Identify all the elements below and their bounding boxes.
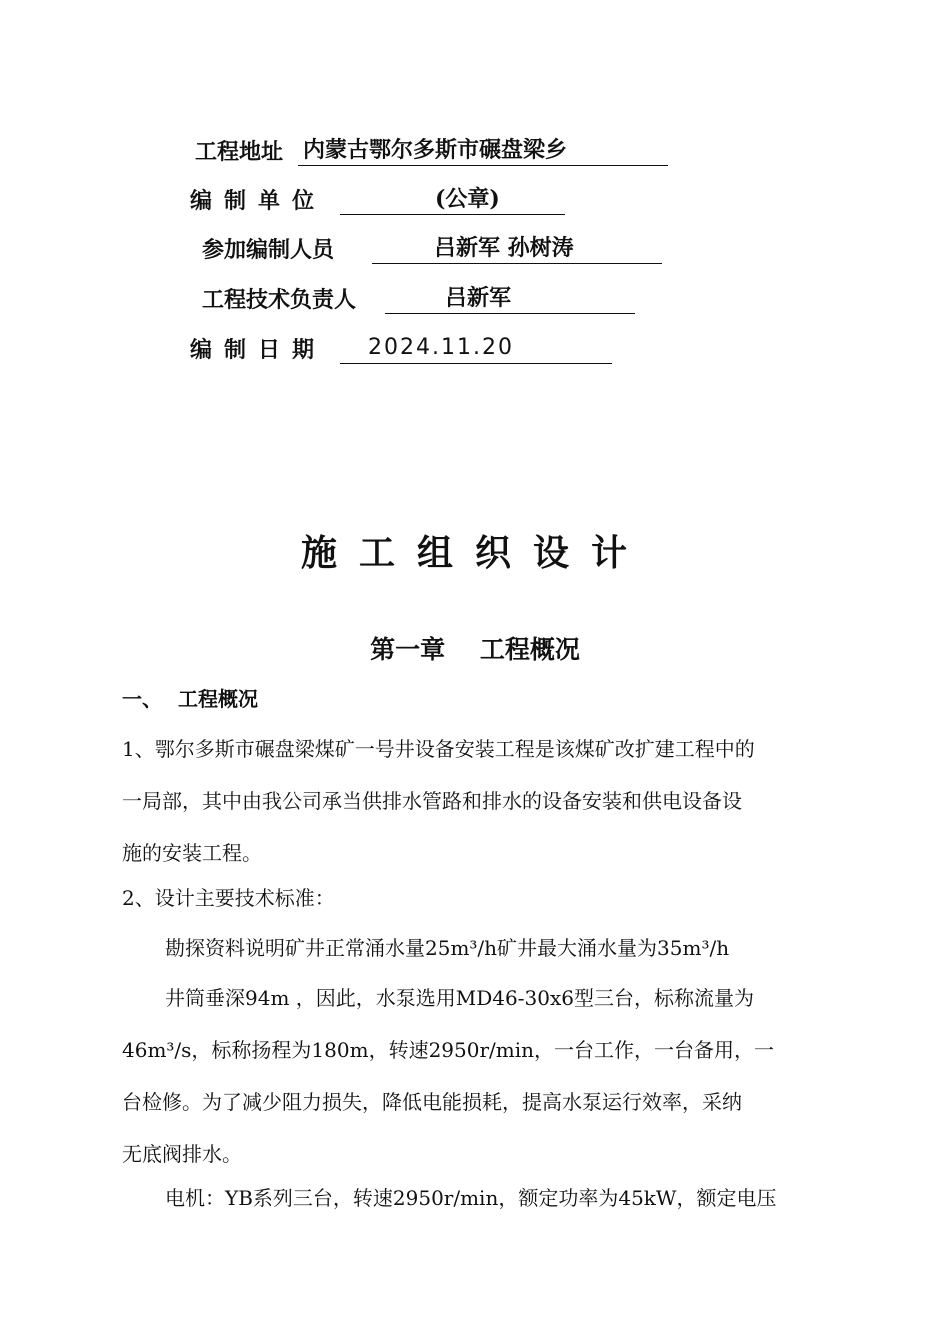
paragraph-1-line-1: 1、鄂尔多斯市碾盘梁煤矿一号井设备安装工程是该煤矿改扩建工程中的 [122, 737, 755, 761]
date-value: 2024.11.20 [368, 335, 514, 360]
paragraph-4-line-4: 无底阀排水。 [122, 1142, 242, 1166]
staff-underline [372, 233, 662, 264]
tech-underline [385, 283, 635, 314]
paragraph-4-line-1: 井筒垂深94m ，因此，水泵选用MD46-30ⅹ6型三台，标称流量为 [165, 986, 754, 1010]
address-value: 内蒙古鄂尔多斯市碾盘梁乡 [303, 137, 568, 163]
paragraph-3: 勘探资料说明矿井正常涌水量25m³/h矿井最大涌水量为35m³/h [165, 936, 730, 960]
address-underline [298, 135, 668, 166]
unit-value: (公章) [435, 186, 500, 212]
section-number: 一、 [122, 687, 162, 711]
section-heading [122, 683, 258, 715]
address-label: 工程地址 [195, 139, 284, 165]
date-underline [340, 333, 612, 364]
staff-label: 参加编制人员 [202, 237, 335, 263]
document-title: 施工组织设计 [300, 532, 649, 574]
unit-label: 编制单位 [190, 188, 327, 214]
paragraph-2: 2、设计主要技术标准： [122, 886, 335, 910]
section-title: 工程概况 [178, 687, 258, 711]
paragraph-1-line-2: 一局部，其中由我公司承当供排水管路和排水的设备安装和供电设备设 [122, 789, 742, 813]
tech-label: 工程技术负责人 [202, 287, 357, 313]
paragraph-4-line-3: 台检修。为了减少阻力损失，降低电能损耗，提高水泵运行效率，采纳 [122, 1090, 742, 1114]
paragraph-1 [122, 723, 830, 879]
unit-underline [340, 184, 565, 215]
paragraph-4-line-2: 46m³/s，标称扬程为180m，转速2950r/min，一台工作，一台备用，一 [122, 1038, 775, 1062]
paragraph-1-line-3: 施的安装工程。 [122, 841, 262, 865]
paragraph-4 [122, 972, 830, 1180]
date-label: 编制日期 [190, 337, 327, 363]
chapter-heading: 第一章 工程概况 [370, 635, 580, 664]
paragraph-5: 电机：YB系列三台，转速2950r/min，额定功率为45kW，额定电压 [165, 1186, 777, 1210]
tech-value: 吕新军 [445, 285, 512, 311]
staff-value: 吕新军 孙树涛 [434, 235, 574, 261]
